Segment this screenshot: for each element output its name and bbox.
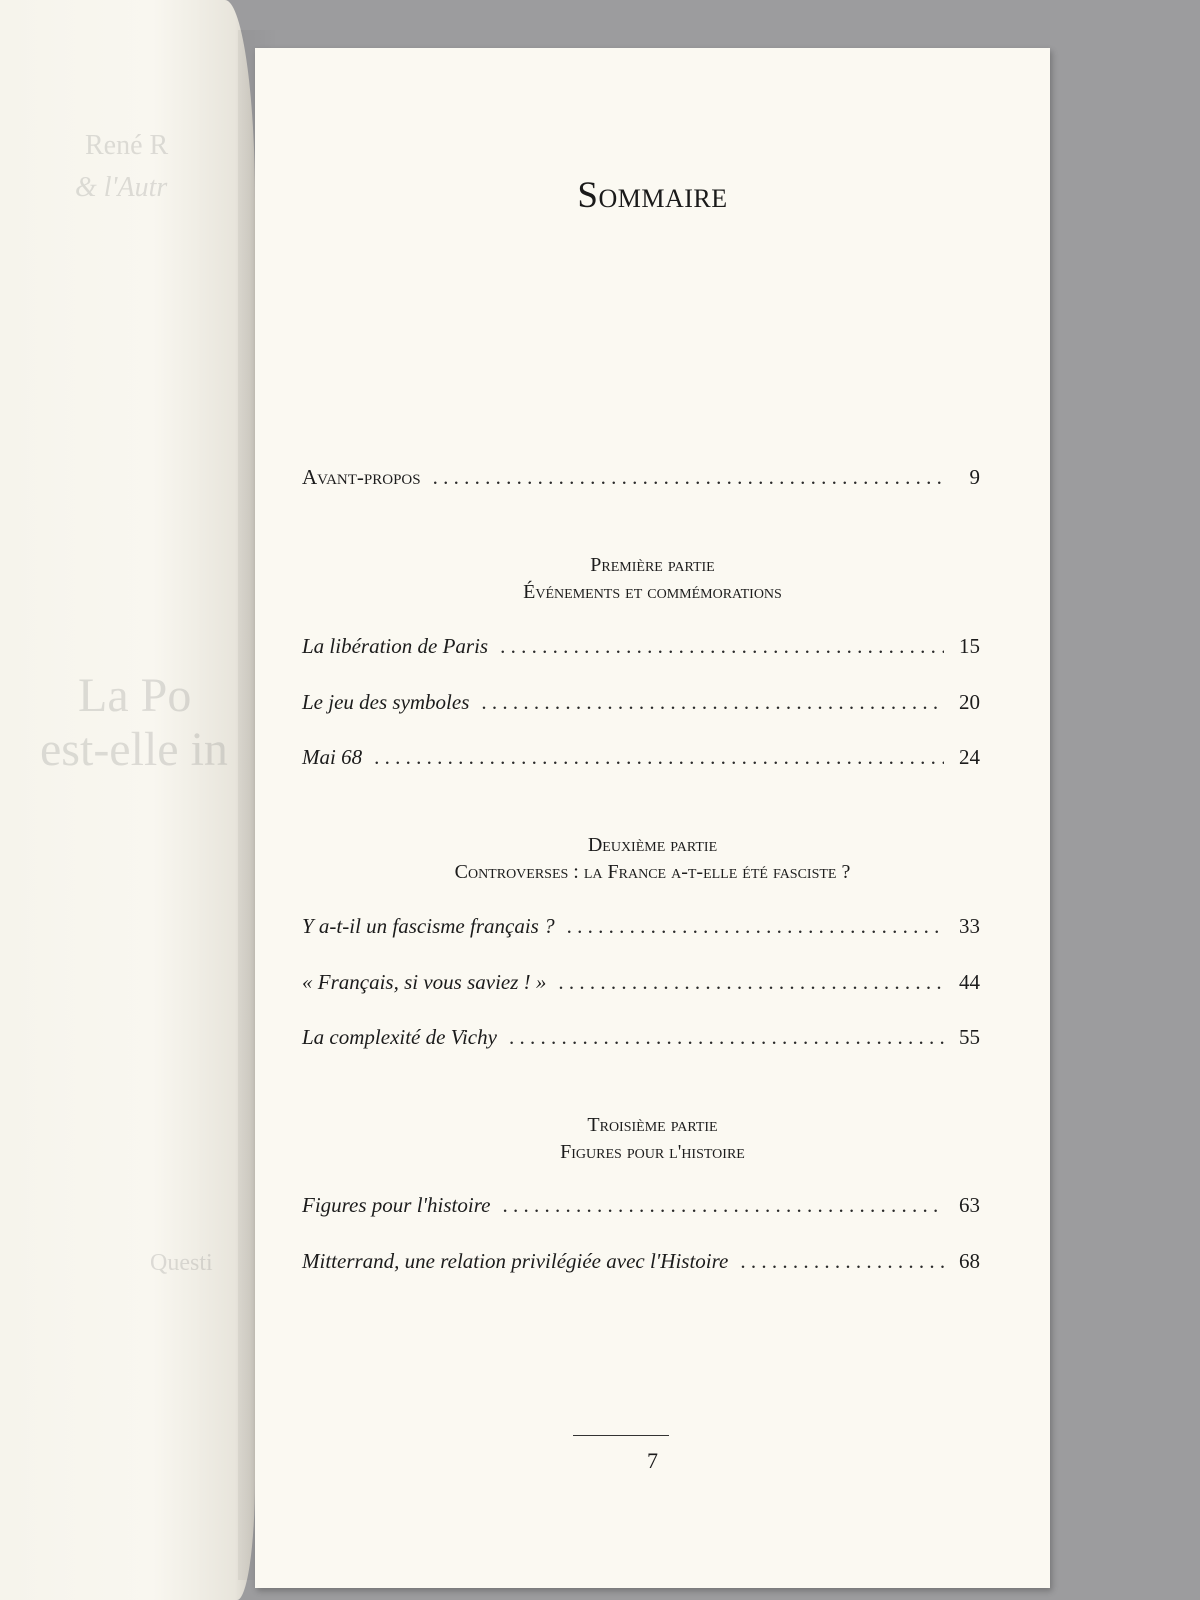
toc-entry-jeu-symboles[interactable] [302, 690, 980, 715]
toc-entry-liberation-paris[interactable] [302, 634, 980, 659]
toc-entry-page: 44 [959, 970, 980, 994]
right-page [255, 48, 1050, 1588]
toc-entry-page: 68 [959, 1249, 980, 1273]
toc-entry-complexite-vichy[interactable] [302, 1025, 980, 1050]
toc-entry-label: Mai 68 [302, 745, 363, 769]
leader-dots [567, 914, 944, 939]
left-ghost-line-3: La Po [78, 669, 192, 722]
part-title: Troisième partie [587, 1114, 718, 1136]
part-heading-3 [255, 1112, 1050, 1166]
left-ghost-line-4: est-elle in [40, 723, 228, 776]
toc-entry-mitterrand[interactable] [302, 1249, 980, 1274]
toc-entry-label: Le jeu des symboles [302, 690, 470, 714]
toc-entry-fascisme-francais[interactable] [302, 914, 980, 939]
part-heading-1 [255, 552, 1050, 606]
toc-entry-page: 33 [959, 914, 980, 938]
part-title: Deuxième partie [587, 834, 718, 856]
part-subtitle: Figures pour l'histoire [560, 1141, 745, 1163]
leader-dots [502, 1193, 944, 1218]
toc-entry-page: 55 [959, 1025, 980, 1049]
toc-entry-mai-68[interactable] [302, 745, 980, 770]
toc-entry-page: 24 [959, 745, 980, 769]
left-ghost-line-1: René R [85, 130, 169, 161]
toc-entry-label: Figures pour l'histoire [302, 1193, 491, 1217]
leader-dots [433, 465, 944, 490]
toc-entry-page: 63 [959, 1193, 980, 1217]
page-number: 7 [647, 1448, 658, 1473]
leader-dots [374, 745, 944, 770]
leader-dots [740, 1249, 944, 1274]
page-title: Sommaire [577, 175, 728, 216]
toc-entry-label: « Français, si vous saviez ! » [302, 970, 547, 994]
leader-dots [500, 634, 944, 659]
left-page [0, 0, 255, 1600]
toc-entry-francais-si-vous-saviez[interactable] [302, 970, 980, 995]
toc-entry-avant-propos[interactable] [302, 465, 980, 490]
left-ghost-line-2: & l'Autr [75, 172, 168, 203]
toc-entry-label: Avant-propos [302, 465, 421, 489]
part-heading-2 [255, 832, 1050, 886]
toc-entry-label: La libération de Paris [302, 634, 489, 658]
left-ghost-line-5: Questi [150, 1250, 213, 1276]
toc-entry-label: Mitterrand, une relation privilégiée avec l'Histoire [302, 1249, 729, 1273]
toc-entry-figures-histoire[interactable] [302, 1193, 980, 1218]
part-title: Première partie [590, 554, 715, 576]
toc-entry-label: La complexité de Vichy [302, 1025, 497, 1049]
part-subtitle: Événements et commémorations [523, 581, 782, 603]
leader-dots [509, 1025, 944, 1050]
toc-entry-page: 9 [969, 465, 980, 489]
toc-entry-page: 15 [959, 634, 980, 658]
footer-rule [573, 1435, 669, 1436]
leader-dots [481, 690, 944, 715]
toc-entry-label: Y a-t-il un fascisme français ? [302, 914, 555, 938]
part-subtitle: Controverses : la France a-t-elle été fasciste ? [454, 861, 851, 883]
toc-entry-page: 20 [959, 690, 980, 714]
leader-dots [558, 970, 944, 995]
